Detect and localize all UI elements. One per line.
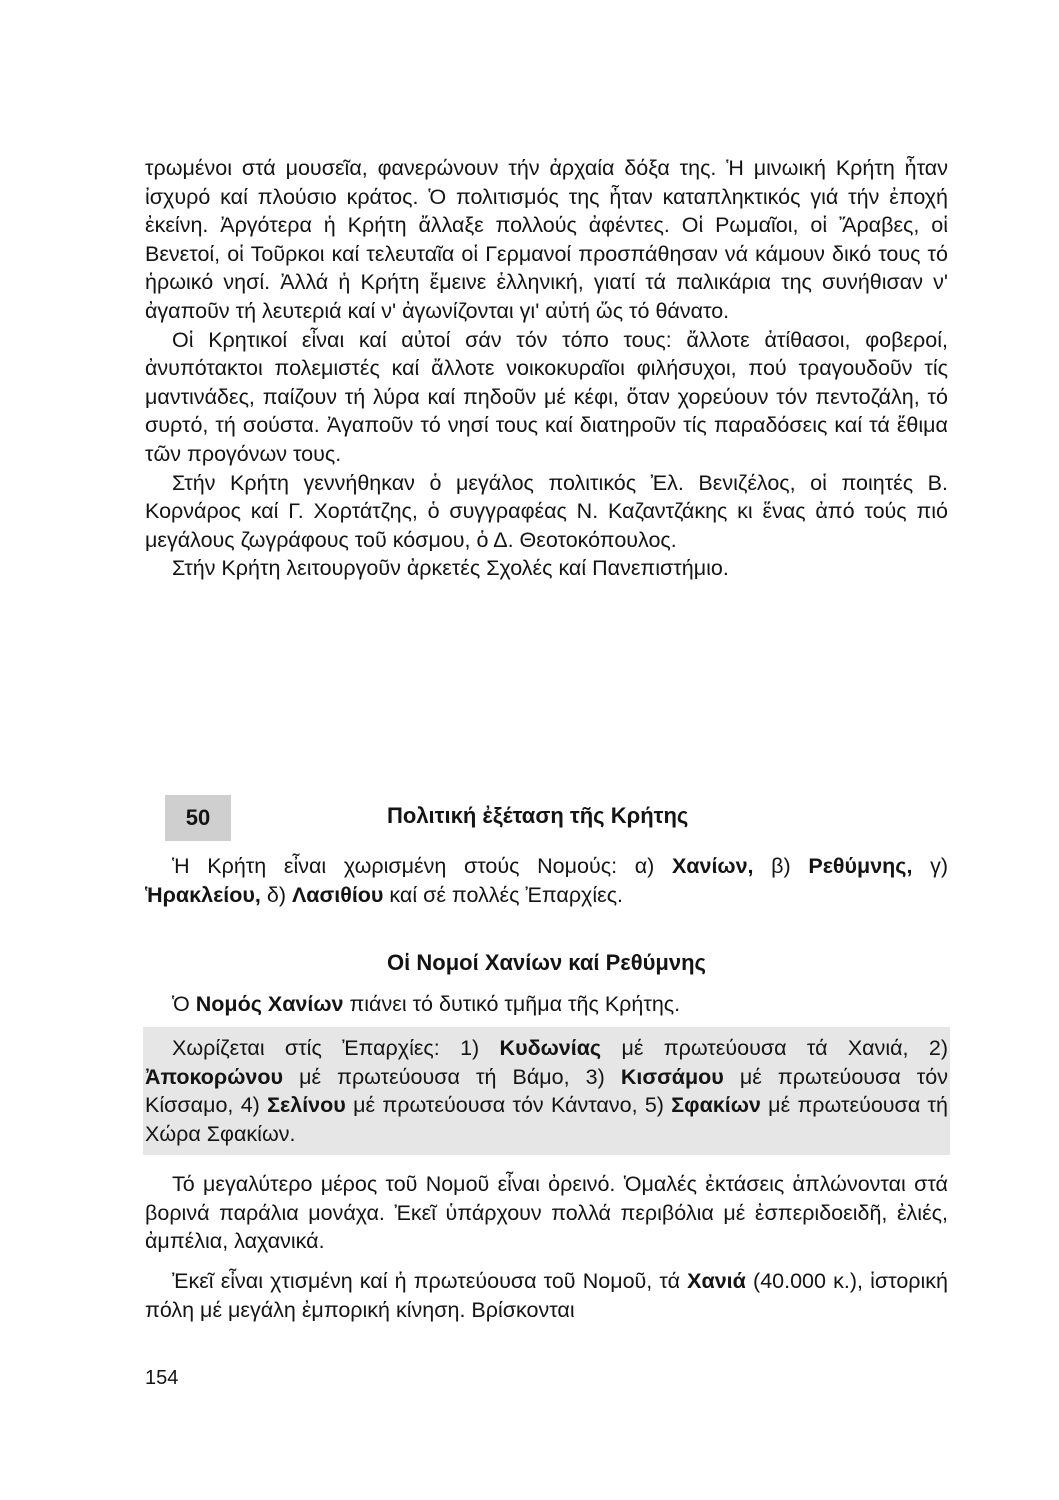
paragraph-capital: Ἐκεῖ εἶναι χτισμένη καί ἡ πρωτεύουσα τοῦ Νομοῦ, τά Χανιά (40.000 κ.), ἱστορική πόλη μέ μεγάλη ἐμπορική κίνηση. Βρίσκονται xyxy=(145,1269,948,1322)
paragraph-prefectures: Ἡ Κρήτη εἶναι χωρισμένη στούς Νομούς: α) Χανίων, β) Ρεθύμνης, γ) Ἡρακλείου, δ) Λασιθίου καί σέ πολλές Ἐπαρχίες. xyxy=(145,854,948,907)
paragraph-terrain: Τό μεγαλύτερο μέρος τοῦ Νομοῦ εἶναι ὀρεινό. Ὁμαλές ἐκτάσεις ἁπλώνονται στά βορινά παράλια μονάχα. Ἐκεῖ ὑπάρχουν πολλά περιβόλια μέ ἐσπεριδοειδῆ, ἐλιές, ἀμπέλια, λαχανικά. xyxy=(145,1172,948,1254)
paragraph-famous-people: Στήν Κρήτη γεννήθηκαν ὁ μεγάλος πολιτικός Ἐλ. Βενιζέλος, οἱ ποιητές Β. Κορνάρος καί Γ. Χορτάτζης, ὁ συγγραφέας Ν. Καζαντζάκης κι ἕνας ἀπό τούς πιό μεγάλους ζωγράφους τοῦ κόσμου, ὁ Δ. Θεοτοκόπουλος. xyxy=(145,470,948,552)
section-title: Πολιτική ἐξέταση τῆς Κρήτης xyxy=(387,803,689,828)
section-heading xyxy=(165,795,948,841)
section-number: 50 xyxy=(165,795,231,841)
province-kydonia: Κυδωνίας xyxy=(499,1036,602,1060)
paragraph-provinces: Χωρίζεται στίς Ἐπαρχίες: 1) Κυδωνίας μέ πρωτεύουσα τά Χανιά, 2) Ἀποκορώνου μέ πρωτεύουσα τή Βάμο, 3) Κισσάμου μέ πρωτεύουσα τόν Κίσσαμο, 4) Σελίνου μέ πρωτεύουσα τόν Κάντανο, 5) Σφακίων μέ πρωτεύουσα τή Χώρα Σφακίων. xyxy=(145,1036,949,1146)
intro-text-block xyxy=(145,154,948,583)
page-number: 154 xyxy=(145,1367,179,1389)
province-kissamos: Κισσάμου xyxy=(620,1064,724,1089)
province-apokoronas: Ἀποκορώνου xyxy=(145,1064,283,1089)
province-selino: Σελίνου xyxy=(267,1093,346,1118)
prefecture-chania: Χανίων, xyxy=(671,854,754,878)
paragraph-chania-intro: Ὁ Νομός Χανίων πιάνει τό δυτικό τμῆμα τῆς Κρήτης. xyxy=(172,992,681,1016)
province-sfakia: Σφακίων xyxy=(671,1093,761,1118)
paragraph-history: τρωμένοι στά μουσεῖα, φανερώνουν τήν ἀρχαία δόξα της. Ἡ μινωική Κρήτη ἦταν ἰσχυρό καί πλούσιο κράτος. Ὁ πολιτισμός της ἦταν καταπληκτικός γιά τήν ἐποχή ἐκείνη. Ἀργότερα ἡ Κρήτη ἄλλαξε πολλούς ἀφέντες. Οἱ Ρωμαῖοι, οἱ Ἄραβες, οἱ Βενετοί, οἱ Τοῦρκοι καί τελευταῖα οἱ Γερμανοί προσπάθησαν νά κάμουν δικό τους τό ἡρωικό νησί. Ἀλλά ἡ Κρήτη ἔμεινε ἑλληνική, γιατί τά παλικάρια της συνήθισαν ν' ἀγαποῦν τή λευτεριά καί ν' ἀγωνίζονται γι' αὐτή ὥς τό θάνατο. xyxy=(145,156,948,323)
paragraph-cretans: Οἱ Κρητικοί εἶναι καί αὐτοί σάν τόν τόπο τους: ἄλλοτε ἀτίθασοι, φοβεροί, ἀνυπότακτοι πολεμιστές καί ἄλλοτε νοικοκυραῖοι φιλήσυχοι, πού τραγουδοῦν τίς μαντινάδες, παίζουν τή λύρα καί πηδοῦν μέ κέφι, ὅταν χορεύουν τόν πεντοζάλη, τό συρτό, τή σούστα. Ἀγαποῦν τό νησί τους καί διατηροῦν τίς παραδόσεις καί τά ἔθιμα τῶν προγόνων τους. xyxy=(145,327,948,466)
prefecture-rethymno: Ρεθύμνης, xyxy=(808,854,913,878)
subheading: Οἱ Νομοί Χανίων καί Ρεθύμνης xyxy=(387,950,706,975)
prefecture-lasithi: Λασιθίου xyxy=(291,882,384,907)
prefecture-heraklion: Ἡρακλείου, xyxy=(145,882,261,907)
paragraph-schools: Στήν Κρήτη λειτουργοῦν ἀρκετές Σχολές καί Πανεπιστήμιο. xyxy=(172,556,729,581)
